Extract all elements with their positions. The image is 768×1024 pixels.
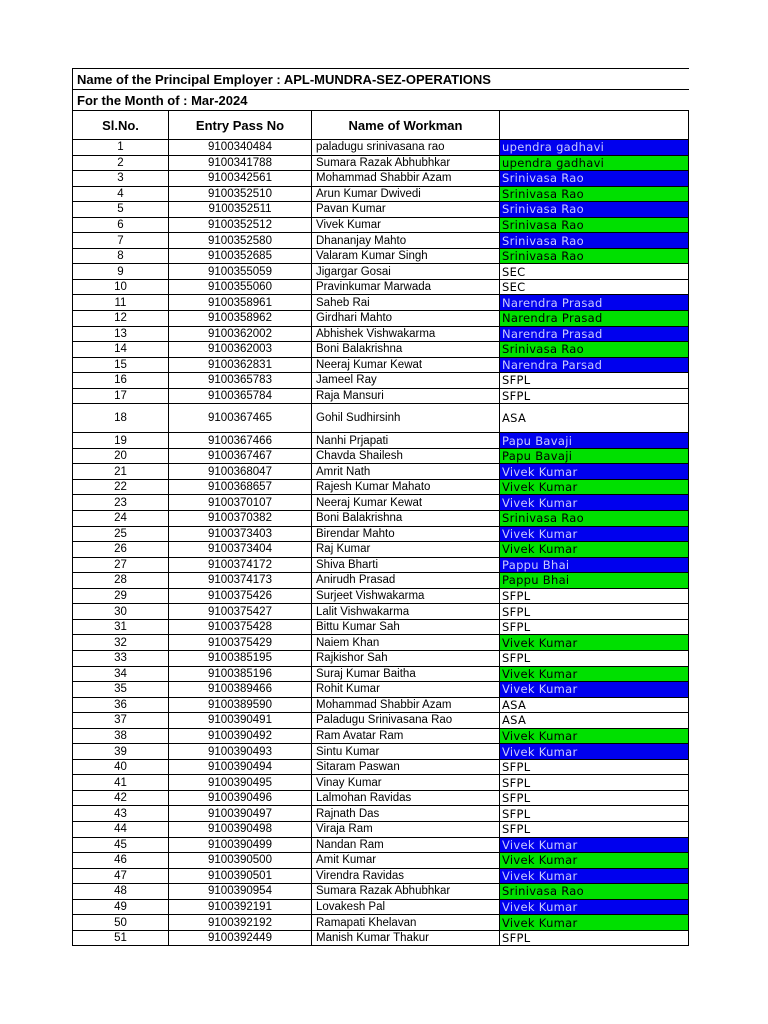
column-header-supervisor xyxy=(500,111,689,140)
workman-name-cell: Neeraj Kumar Kewat xyxy=(312,495,500,511)
supervisor-cell: Srinivasa Rao xyxy=(500,342,689,358)
sl-no-cell: 47 xyxy=(73,868,169,884)
sl-no-cell: 29 xyxy=(73,588,169,604)
workman-name-cell: Jameel Ray xyxy=(312,373,500,389)
table-row xyxy=(73,697,689,713)
table-row xyxy=(73,373,689,389)
table-row xyxy=(73,868,689,884)
table-row xyxy=(73,357,689,373)
workman-table-body xyxy=(73,69,689,946)
sl-no-cell: 6 xyxy=(73,217,169,233)
entry-pass-cell: 9100367465 xyxy=(169,404,312,433)
workman-name-cell: Pavan Kumar xyxy=(312,202,500,218)
workman-name-cell: Lalmohan Ravidas xyxy=(312,790,500,806)
supervisor-cell: Vivek Kumar xyxy=(500,479,689,495)
supervisor-cell: ASA xyxy=(500,404,689,433)
entry-pass-cell: 9100389590 xyxy=(169,697,312,713)
entry-pass-cell: 9100352685 xyxy=(169,248,312,264)
entry-pass-cell: 9100390496 xyxy=(169,790,312,806)
workman-name-cell: Arun Kumar Dwivedi xyxy=(312,186,500,202)
supervisor-cell: Srinivasa Rao xyxy=(500,511,689,527)
table-row xyxy=(73,311,689,327)
supervisor-cell: Vivek Kumar xyxy=(500,464,689,480)
workman-name-cell: Saheb Rai xyxy=(312,295,500,311)
entry-pass-cell: 9100355060 xyxy=(169,279,312,295)
entry-pass-cell: 9100368047 xyxy=(169,464,312,480)
sl-no-cell: 33 xyxy=(73,650,169,666)
workman-name-cell: Rajesh Kumar Mahato xyxy=(312,479,500,495)
sl-no-cell: 14 xyxy=(73,342,169,358)
supervisor-cell: Vivek Kumar xyxy=(500,635,689,651)
entry-pass-cell: 9100341788 xyxy=(169,155,312,171)
workman-name-cell: Gohil Sudhirsinh xyxy=(312,404,500,433)
workman-name-cell: Raja Mansuri xyxy=(312,388,500,404)
supervisor-cell: Narendra Prasad xyxy=(500,311,689,327)
workman-name-cell: Rohit Kumar xyxy=(312,682,500,698)
supervisor-cell: Vivek Kumar xyxy=(500,744,689,760)
workman-name-cell: Vinay Kumar xyxy=(312,775,500,791)
sl-no-cell: 46 xyxy=(73,853,169,869)
month-header-row xyxy=(73,90,689,111)
sl-no-cell: 1 xyxy=(73,140,169,156)
supervisor-cell: Vivek Kumar xyxy=(500,837,689,853)
table-row xyxy=(73,713,689,729)
workman-name-cell: Raj Kumar xyxy=(312,542,500,558)
sl-no-cell: 27 xyxy=(73,557,169,573)
entry-pass-cell: 9100362831 xyxy=(169,357,312,373)
workman-name-cell: Surjeet Vishwakarma xyxy=(312,588,500,604)
supervisor-cell: Srinivasa Rao xyxy=(500,248,689,264)
supervisor-cell: SFPL xyxy=(500,588,689,604)
table-row xyxy=(73,915,689,931)
workman-name-cell: Virendra Ravidas xyxy=(312,868,500,884)
supervisor-cell: SFPL xyxy=(500,619,689,635)
sl-no-cell: 36 xyxy=(73,697,169,713)
sl-no-cell: 31 xyxy=(73,619,169,635)
entry-pass-cell: 9100390493 xyxy=(169,744,312,760)
workman-name-cell: Amrit Nath xyxy=(312,464,500,480)
entry-pass-cell: 9100389466 xyxy=(169,682,312,698)
supervisor-cell: SFPL xyxy=(500,930,689,946)
entry-pass-cell: 9100355059 xyxy=(169,264,312,280)
workman-name-cell: Sintu Kumar xyxy=(312,744,500,760)
entry-pass-cell: 9100375426 xyxy=(169,588,312,604)
supervisor-cell: SFPL xyxy=(500,388,689,404)
sl-no-cell: 4 xyxy=(73,186,169,202)
table-row xyxy=(73,140,689,156)
employer-header-row xyxy=(73,69,689,90)
workman-name-cell: Dhananjay Mahto xyxy=(312,233,500,249)
workman-name-cell: Sumara Razak Abhubhkar xyxy=(312,155,500,171)
supervisor-cell: Srinivasa Rao xyxy=(500,884,689,900)
supervisor-cell: SFPL xyxy=(500,821,689,837)
table-row xyxy=(73,388,689,404)
table-row xyxy=(73,433,689,449)
entry-pass-cell: 9100367467 xyxy=(169,448,312,464)
table-row xyxy=(73,295,689,311)
entry-pass-cell: 9100392191 xyxy=(169,899,312,915)
table-row xyxy=(73,155,689,171)
workman-name-cell: Boni Balakrishna xyxy=(312,511,500,527)
table-row xyxy=(73,604,689,620)
entry-pass-cell: 9100370382 xyxy=(169,511,312,527)
workman-name-cell: Rajkishor Sah xyxy=(312,650,500,666)
supervisor-cell: Vivek Kumar xyxy=(500,542,689,558)
table-row xyxy=(73,342,689,358)
workman-name-cell: Rajnath Das xyxy=(312,806,500,822)
workman-name-cell: paladugu srinivasana rao xyxy=(312,140,500,156)
sl-no-cell: 17 xyxy=(73,388,169,404)
workman-name-cell: Neeraj Kumar Kewat xyxy=(312,357,500,373)
supervisor-cell: Narendra Parsad xyxy=(500,357,689,373)
entry-pass-cell: 9100390497 xyxy=(169,806,312,822)
workman-name-cell: Boni Balakrishna xyxy=(312,342,500,358)
workman-name-cell: Viraja Ram xyxy=(312,821,500,837)
entry-pass-cell: 9100373404 xyxy=(169,542,312,558)
supervisor-cell: Vivek Kumar xyxy=(500,666,689,682)
entry-pass-cell: 9100390494 xyxy=(169,759,312,775)
supervisor-cell: Vivek Kumar xyxy=(500,682,689,698)
supervisor-cell: Srinivasa Rao xyxy=(500,217,689,233)
supervisor-cell: Srinivasa Rao xyxy=(500,233,689,249)
entry-pass-cell: 9100392192 xyxy=(169,915,312,931)
entry-pass-cell: 9100368657 xyxy=(169,479,312,495)
workman-name-cell: Sumara Razak Abhubhkar xyxy=(312,884,500,900)
sl-no-cell: 38 xyxy=(73,728,169,744)
table-row xyxy=(73,233,689,249)
workman-name-cell: Nandan Ram xyxy=(312,837,500,853)
workman-name-cell: Lovakesh Pal xyxy=(312,899,500,915)
table-row xyxy=(73,217,689,233)
table-row xyxy=(73,775,689,791)
entry-pass-cell: 9100390499 xyxy=(169,837,312,853)
sl-no-cell: 18 xyxy=(73,404,169,433)
entry-pass-cell: 9100385195 xyxy=(169,650,312,666)
sl-no-cell: 40 xyxy=(73,759,169,775)
supervisor-cell: Papu Bavaji xyxy=(500,433,689,449)
table-row xyxy=(73,588,689,604)
supervisor-cell: Srinivasa Rao xyxy=(500,202,689,218)
entry-pass-cell: 9100390491 xyxy=(169,713,312,729)
workman-name-cell: Mohammad Shabbir Azam xyxy=(312,697,500,713)
entry-pass-cell: 9100370107 xyxy=(169,495,312,511)
table-row xyxy=(73,404,689,433)
table-row xyxy=(73,557,689,573)
table-row xyxy=(73,806,689,822)
sl-no-cell: 2 xyxy=(73,155,169,171)
entry-pass-cell: 9100385196 xyxy=(169,666,312,682)
table-row xyxy=(73,326,689,342)
sl-no-cell: 28 xyxy=(73,573,169,589)
supervisor-cell: ASA xyxy=(500,713,689,729)
entry-pass-cell: 9100352512 xyxy=(169,217,312,233)
column-header-sl-no: Sl.No. xyxy=(73,111,169,140)
workman-name-cell: Ramapati Khelavan xyxy=(312,915,500,931)
entry-pass-cell: 9100365783 xyxy=(169,373,312,389)
supervisor-cell: Vivek Kumar xyxy=(500,853,689,869)
workman-name-cell: Sitaram Paswan xyxy=(312,759,500,775)
workman-name-cell: Pravinkumar Marwada xyxy=(312,279,500,295)
entry-pass-cell: 9100340484 xyxy=(169,140,312,156)
sl-no-cell: 15 xyxy=(73,357,169,373)
table-row xyxy=(73,542,689,558)
entry-pass-cell: 9100358962 xyxy=(169,311,312,327)
table-row xyxy=(73,186,689,202)
supervisor-cell: upendra gadhavi xyxy=(500,155,689,171)
sl-no-cell: 25 xyxy=(73,526,169,542)
sl-no-cell: 51 xyxy=(73,930,169,946)
supervisor-cell: SFPL xyxy=(500,373,689,389)
sl-no-cell: 43 xyxy=(73,806,169,822)
entry-pass-cell: 9100352580 xyxy=(169,233,312,249)
supervisor-cell: SFPL xyxy=(500,604,689,620)
sl-no-cell: 22 xyxy=(73,479,169,495)
sl-no-cell: 26 xyxy=(73,542,169,558)
entry-pass-cell: 9100375427 xyxy=(169,604,312,620)
table-row xyxy=(73,884,689,900)
workman-name-cell: Birendar Mahto xyxy=(312,526,500,542)
entry-pass-cell: 9100390500 xyxy=(169,853,312,869)
supervisor-cell: Narendra Prasad xyxy=(500,295,689,311)
sl-no-cell: 35 xyxy=(73,682,169,698)
table-row xyxy=(73,511,689,527)
supervisor-cell: SEC xyxy=(500,264,689,280)
entry-pass-cell: 9100390498 xyxy=(169,821,312,837)
workman-name-cell: Suraj Kumar Baitha xyxy=(312,666,500,682)
table-row xyxy=(73,464,689,480)
supervisor-cell: Vivek Kumar xyxy=(500,915,689,931)
sl-no-cell: 39 xyxy=(73,744,169,760)
table-row xyxy=(73,666,689,682)
sl-no-cell: 13 xyxy=(73,326,169,342)
supervisor-cell: Vivek Kumar xyxy=(500,526,689,542)
workman-name-cell: Amit Kumar xyxy=(312,853,500,869)
sl-no-cell: 7 xyxy=(73,233,169,249)
workman-name-cell: Ram Avatar Ram xyxy=(312,728,500,744)
column-header-name-of-workman: Name of Workman xyxy=(312,111,500,140)
entry-pass-cell: 9100374173 xyxy=(169,573,312,589)
table-row xyxy=(73,264,689,280)
table-row xyxy=(73,495,689,511)
workman-name-cell: Naiem Khan xyxy=(312,635,500,651)
entry-pass-cell: 9100362002 xyxy=(169,326,312,342)
table-row xyxy=(73,171,689,187)
sl-no-cell: 50 xyxy=(73,915,169,931)
supervisor-cell: SFPL xyxy=(500,759,689,775)
supervisor-cell: Srinivasa Rao xyxy=(500,186,689,202)
supervisor-cell: Vivek Kumar xyxy=(500,728,689,744)
column-header-entry-pass-no: Entry Pass No xyxy=(169,111,312,140)
table-row xyxy=(73,248,689,264)
workman-name-cell: Valaram Kumar Singh xyxy=(312,248,500,264)
supervisor-cell: Papu Bavaji xyxy=(500,448,689,464)
table-row xyxy=(73,619,689,635)
workman-name-cell: Vivek Kumar xyxy=(312,217,500,233)
table-row xyxy=(73,837,689,853)
entry-pass-cell: 9100374172 xyxy=(169,557,312,573)
entry-pass-cell: 9100362003 xyxy=(169,342,312,358)
entry-pass-cell: 9100358961 xyxy=(169,295,312,311)
sl-no-cell: 8 xyxy=(73,248,169,264)
column-header-row xyxy=(73,111,689,140)
entry-pass-cell: 9100342561 xyxy=(169,171,312,187)
workman-name-cell: Nanhi Prjapati xyxy=(312,433,500,449)
entry-pass-cell: 9100390501 xyxy=(169,868,312,884)
entry-pass-cell: 9100365784 xyxy=(169,388,312,404)
supervisor-cell: SFPL xyxy=(500,790,689,806)
workman-name-cell: Anirudh Prasad xyxy=(312,573,500,589)
table-row xyxy=(73,728,689,744)
sl-no-cell: 37 xyxy=(73,713,169,729)
workman-sheet xyxy=(72,68,689,946)
sl-no-cell: 49 xyxy=(73,899,169,915)
entry-pass-cell: 9100352510 xyxy=(169,186,312,202)
month-title: For the Month of : Mar-2024 xyxy=(73,90,689,111)
sl-no-cell: 41 xyxy=(73,775,169,791)
entry-pass-cell: 9100390492 xyxy=(169,728,312,744)
sl-no-cell: 5 xyxy=(73,202,169,218)
supervisor-cell: Pappu Bhai xyxy=(500,573,689,589)
sl-no-cell: 10 xyxy=(73,279,169,295)
table-row xyxy=(73,479,689,495)
workman-table xyxy=(72,68,689,946)
table-row xyxy=(73,573,689,589)
supervisor-cell: SFPL xyxy=(500,806,689,822)
supervisor-cell: upendra gadhavi xyxy=(500,140,689,156)
sl-no-cell: 11 xyxy=(73,295,169,311)
entry-pass-cell: 9100373403 xyxy=(169,526,312,542)
entry-pass-cell: 9100375428 xyxy=(169,619,312,635)
supervisor-cell: Pappu Bhai xyxy=(500,557,689,573)
workman-name-cell: Chavda Shailesh xyxy=(312,448,500,464)
supervisor-cell: Vivek Kumar xyxy=(500,868,689,884)
table-row xyxy=(73,526,689,542)
sl-no-cell: 19 xyxy=(73,433,169,449)
sl-no-cell: 23 xyxy=(73,495,169,511)
sl-no-cell: 42 xyxy=(73,790,169,806)
entry-pass-cell: 9100352511 xyxy=(169,202,312,218)
workman-name-cell: Girdhari Mahto xyxy=(312,311,500,327)
table-row xyxy=(73,744,689,760)
supervisor-cell: SEC xyxy=(500,279,689,295)
table-row xyxy=(73,448,689,464)
supervisor-cell: Vivek Kumar xyxy=(500,899,689,915)
sl-no-cell: 9 xyxy=(73,264,169,280)
sl-no-cell: 48 xyxy=(73,884,169,900)
table-row xyxy=(73,202,689,218)
workman-name-cell: Shiva Bharti xyxy=(312,557,500,573)
entry-pass-cell: 9100390954 xyxy=(169,884,312,900)
supervisor-cell: SFPL xyxy=(500,775,689,791)
table-row xyxy=(73,635,689,651)
entry-pass-cell: 9100390495 xyxy=(169,775,312,791)
workman-name-cell: Paladugu Srinivasana Rao xyxy=(312,713,500,729)
workman-name-cell: Mohammad Shabbir Azam xyxy=(312,171,500,187)
sl-no-cell: 30 xyxy=(73,604,169,620)
principal-employer-title: Name of the Principal Employer : APL-MUNDRA-SEZ-OPERATIONS xyxy=(73,69,689,90)
sl-no-cell: 12 xyxy=(73,311,169,327)
table-row xyxy=(73,899,689,915)
workman-name-cell: Manish Kumar Thakur xyxy=(312,930,500,946)
table-row xyxy=(73,650,689,666)
table-row xyxy=(73,790,689,806)
sl-no-cell: 34 xyxy=(73,666,169,682)
sl-no-cell: 45 xyxy=(73,837,169,853)
table-row xyxy=(73,759,689,775)
table-row xyxy=(73,682,689,698)
sl-no-cell: 32 xyxy=(73,635,169,651)
workman-name-cell: Jigargar Gosai xyxy=(312,264,500,280)
supervisor-cell: Narendra Prasad xyxy=(500,326,689,342)
supervisor-cell: Vivek Kumar xyxy=(500,495,689,511)
supervisor-cell: ASA xyxy=(500,697,689,713)
workman-name-cell: Bittu Kumar Sah xyxy=(312,619,500,635)
table-row xyxy=(73,279,689,295)
supervisor-cell: Srinivasa Rao xyxy=(500,171,689,187)
table-row xyxy=(73,930,689,946)
table-row xyxy=(73,853,689,869)
sl-no-cell: 24 xyxy=(73,511,169,527)
sl-no-cell: 16 xyxy=(73,373,169,389)
sl-no-cell: 21 xyxy=(73,464,169,480)
entry-pass-cell: 9100367466 xyxy=(169,433,312,449)
entry-pass-cell: 9100392449 xyxy=(169,930,312,946)
supervisor-cell: SFPL xyxy=(500,650,689,666)
sl-no-cell: 44 xyxy=(73,821,169,837)
sl-no-cell: 3 xyxy=(73,171,169,187)
sl-no-cell: 20 xyxy=(73,448,169,464)
workman-name-cell: Abhishek Vishwakarma xyxy=(312,326,500,342)
workman-name-cell: Lalit Vishwakarma xyxy=(312,604,500,620)
table-row xyxy=(73,821,689,837)
entry-pass-cell: 9100375429 xyxy=(169,635,312,651)
